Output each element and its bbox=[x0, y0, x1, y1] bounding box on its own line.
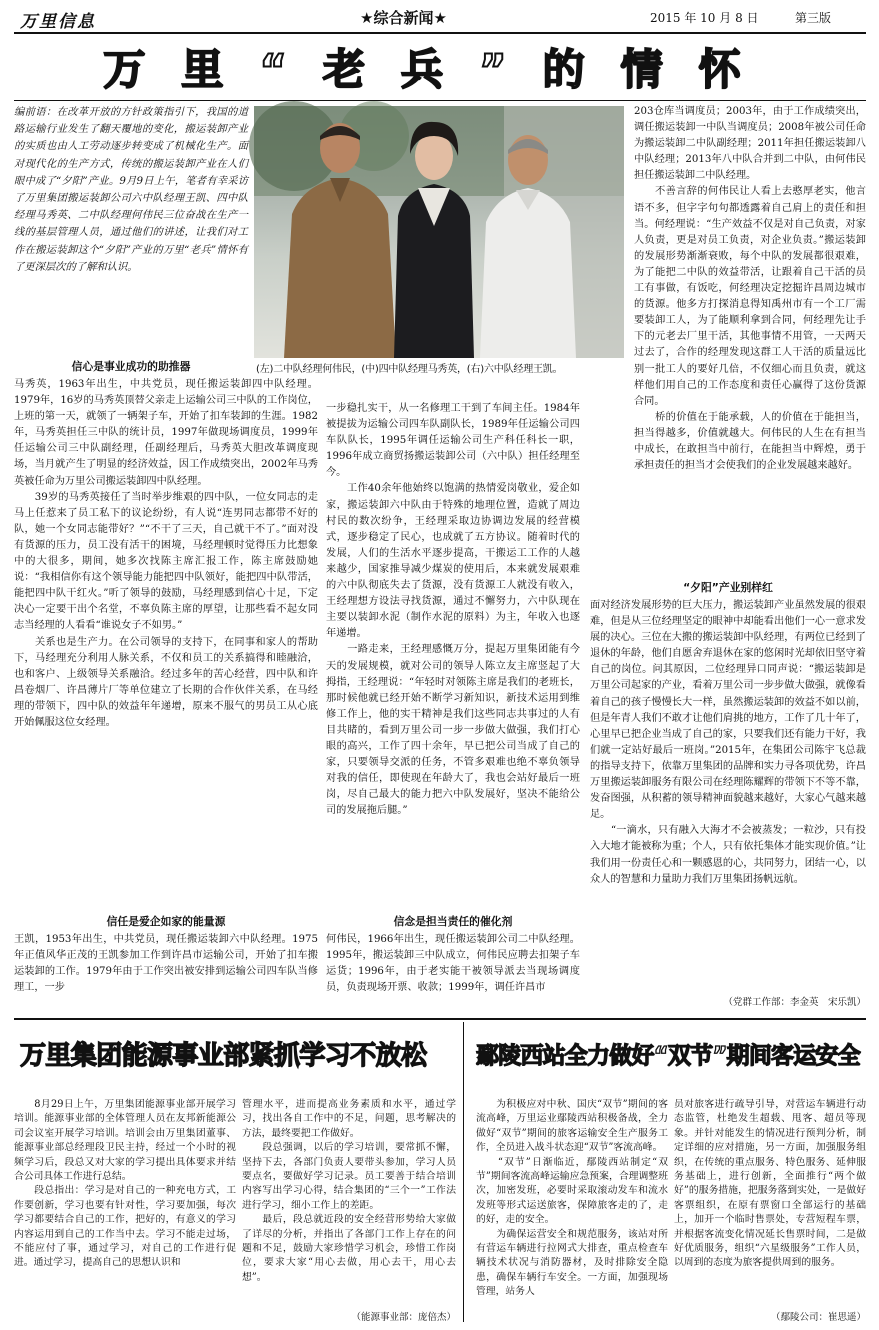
article2-byline: （能源事业部：庞倍杰） bbox=[351, 1312, 456, 1323]
main-article-col2-text1: 一步稳扎实干，从一名修理工干到了车间主任。1984年被提拔为运输公司四车队副队长，1989年任运输公司四车队队长，1995年调任运输公司生产科任科长一职，1996年成立商贸扬搬运装卸公司（六中队）担任经理至今。 工作40余年他始终以饱满的热情爱岗敬业，爱企如家，搬运装卸六中队由于特殊的地理位置，造就了周边村民的数次纷争，王经理采取边协调边发展的经营模式，逐步稳定了民心，也成就了五方协议。随着时代的发展，人们的生活水平逐步提高，干搬运工工作的人越来越少，国家推导减少煤炭的使用后，本来就发展艰难的六中队彻底失去了货源，没有货源工人就没有收入，王经理想方设法寻找货源，通过不懈努力，六中队现在主要以装卸水泥（制作水泥的原料）为主，年收入也逐年递增。 一路走来，王经理感慨万分，提起万里集团能有今天的发展规模，就对公司的领导人陈立友主席竖起了大拇指，王经理说：“年轻时对领陈主席是我们的老班长，那时候他就已经开始不断学习新知识，新技术运用到维修工作上，他的实干精神是我们这些同志共事过的人有目共睹的，看到万里公司一步一步做大做强，我们打心眼的高兴，工作了四十余年，早已把公司当成了自己的家，只要领导交派的任务，不管多艰难也绝不辜负领导对我的信任，即使现在年龄大了，我也会站好最后一班岗，尽自己最大的能力把六中队发展好，坚决不能给公司的发展拖后腿。” bbox=[326, 403, 580, 817]
issue-date: 2015 年 10 月 8 日 bbox=[650, 11, 759, 25]
subhead-trust: 信任是爱企如家的能量源 bbox=[106, 915, 226, 928]
article3-byline: （鄢陵公司：崔思遥） bbox=[770, 1312, 866, 1323]
bottom-section-rule bbox=[14, 1018, 866, 1020]
photo-illustration bbox=[254, 106, 624, 358]
article3-col1-text: 为积极应对中秋、国庆“双节”期间的客流高峰，万里运业鄢陵西站积极备战，全力做好“双节”期间的旅客运输安全生产服务工作，全员进入战斗状态迎“双节”客流高峰。 “双节”日渐临近，鄢陵西站制定“双节”期间客流高峰运输应急预案，合理调整班次，加密发班，必要时采取滚动发车和流水发班等形式运送旅客，保障旅客走的了，走的好，走的安全。 为确保运营安全和规范服务，该站对所有营运车辆进行拉网式大排查，重点检查车辆技术状况与消防器材，及时排除安全隐患，确保车辆行车安全。一方面，加强现场管理，站务人 bbox=[476, 1099, 668, 1298]
article3-headline: 鄢陵西站全力做好“双节”期间客运安全 bbox=[476, 1043, 860, 1069]
three-managers-photo bbox=[254, 106, 624, 358]
subhead-belief: 信念是担当责任的催化剂 bbox=[393, 915, 513, 928]
main-article-col2-text2: 何伟民，1966年出生，现任搬运装卸公司二中队经理。1995年，搬运装卸三中队成立，何伟民应聘去扣架子车运货；1996年，由于老实能干被领导派去当现场调度员，负责现场开票、收款；1999年，调任许昌市 bbox=[326, 934, 580, 994]
main-article-col3-text2: 面对经济发展形势的巨大压力，搬运装卸产业虽然发展的很艰难，但是从三位经理坚定的眼神中却能看出他们一心一意求发展的决心。三位在大搬的搬运装卸中队经理，有两位已经到了退休的年龄，他们自愿舍弃退休在家的悠闲时光却依旧坚守着自己的岗位。问其原因，二位经理异口同声说：“搬运装卸是万里公司起家的产业，看着万里公司一步步做大做强，就像看着自己的孩子慢慢长大一样，虽然搬运装卸的效益不如以前，但是年青人我们不敢才让他们肩挑的地方，工作了几十年了，心里早已把企业当成了自己的家，只要我们还有能力干好，我们就一定站好最后一班岗。”2015年，在集团公司陈宇飞总裁的指导支持下，依靠万里集团的品牌和实力寻各项优势，许昌万里搬运装卸服务有限公司在经理陈耀辉的带领下不等不靠，发奋图强，从积蓄的领导精神面貌越来越好，大家心气越来越足。 “一滴水，只有融入大海才不会被蒸发；一粒沙，只有投入大地才能被称为重；个人，只有依托集体才能实现价值。”让我们用一份责任心和一颗感恩的心，共同努力，团结一心，以众人的智慧和力量助力我们万里集团扬帆远航。 bbox=[590, 600, 866, 885]
article3-col2-text: 员对旅客进行疏导引导，对营运车辆进行动态监管，杜绝发生超载、甩客、超员等现象。并针对能发生的情况进行预判分析，制定详细的应对措施，另一方面，加强服务组织，在传统的重点服务、特色服务、延伸服务基础上，进行创新，全面推行“两个做好”的服务措施，把服务落到实处，一是做好客票组织，在原有票窗口全部运行的基础上，加开一个临时售票处，专营短程车票，并根据客流变化情况延长售票时间，二是做好优质服务，组织“六星级服务”工作人员，以周到的态度为旅客提供周到的服务。 bbox=[674, 1099, 866, 1269]
main-headline: 万里“老兵”的情怀 bbox=[103, 45, 777, 94]
paper-name: 万里信息 bbox=[20, 12, 96, 32]
page-number: 第三版 bbox=[795, 11, 832, 25]
bottom-column-divider bbox=[463, 1022, 464, 1322]
main-headline-rule bbox=[14, 100, 866, 101]
masthead bbox=[0, 0, 879, 36]
article2-col2-text: 管理水平，进而提高业务素质和水平，通过学习，找出各自工作中的不足，问题，思考解决的方法，最终要把工作做好。 段总强调，以后的学习培训，要常抓不懈，坚持下去，各部门负责人要带头参加，学习人员要点名，要做好学习记录。员工要善于结合培训内容写出学习心得，结合集团的“三个一”工作法进行学习，细小工作上的差距。 最后，段总就近段的安全经营形势给大家做了详尽的分析，并指出了各部门工作上存在的问题和不足，鼓励大家珍惜学习机会，珍惜工作岗位，要求大家“用心去做，用心去干，用心去想”。 bbox=[242, 1099, 456, 1283]
editor-note: 编前语：在改革开放的方针政策指引下，我国的道路运输行业发生了翻天覆地的变化，搬运装卸产业的实质也由人工劳动逐步转变成了机械化生产。面对现代化的生产方式，传统的搬运装卸产业在人们眼中成了“夕阳”产业。9月9日上午，笔者有幸采访了万里集团搬运装卸公司六中队经理王凯、四中队经理马秀英、二中队经理何伟民三位奋战在生产一线的基层管理人员，通过他们的讲述，让我们对工作在搬运装卸这个“夕阳”产业的万里“老兵”情怀有了更深层次的了解和认识。 bbox=[14, 106, 248, 273]
article2-col1-text: 8月29日上午，万里集团能源事业部开展学习培训。能源事业部的全体管理人员在友邦新能源公司会议室开展学习培训。培训会由万里集团董事、能源事业部总经理段卫民主持，经过一个小时的视频学习后，段总又对大家的学习提出具体要求并结合公司具体工作进行总结。 段总指出：学习是对自己的一种充电方式，工作要创新，学习也要有针对性，学习要加强，每次学习都要结合自己的工作，把好的，有意义的学习内容运用到自己的工作当中去。学习不能走过场，不能应付了事，通过学习，对自己的工作进行促进。通过学习，提高自己的思想认识和 bbox=[14, 1099, 236, 1269]
section-name: ★综合新闻★ bbox=[360, 9, 447, 27]
subhead-confidence: 信心是事业成功的助推器 bbox=[71, 360, 191, 373]
masthead-rule bbox=[14, 32, 866, 34]
subhead-sunset-industry: “夕阳”产业别样红 bbox=[683, 581, 773, 594]
article2-headline: 万里集团能源事业部紧抓学习不放松 bbox=[20, 1041, 427, 1071]
main-article-col1-text1: 马秀英，1963年出生，中共党员，现任搬运装卸四中队经理。1979年，16岁的马秀英顶替父亲走上运输公司三中队的工作岗位，上班的第一天，就领了一辆架子车，开始了扣车装卸的生涯。1982年，马秀英担任三中队的统计员，1997年做现场调度员，1999年任运输公司三中队副经理，任副经理后，马秀英大胆改革调度现场，当月就产生了明显的经济效益，因工作成绩突出，2002年马秀英被任命为万里公司搬运装卸四中队经理。 39岁的马秀英接任了当时举步维艰的四中队，一位女同志的走马上任惹来了员工私下的议论纷纷，有人说“连男同志都带不好的队，她一个女同志能带好？”“不干了三天，自己就干不了。”面对没有货源的压力，员工没有活干的困境，马经理顿时觉得压力比想象中的大很多，期间，她多次找陈主席汇报工作，陈主席鼓励她说：“我相信你有这个领导能力能把四中队领好，能把四中队带活，能把四中队干红火。”听了领导的鼓励，马经理感到信心十足，下定决心一定要干出个名堂，不辜负陈主席的厚望，让那些看不起女同志当经理的人看看“谁说女子不如男。” 关系也是生产力。在公司领导的支持下，在同事和家人的帮助下，马经理充分利用人脉关系，不仅和员工的关系搞得和睦融洽，也和客户、上级领导关系融洽。经过多年的苦心经营，四中队和许昌卷烟厂、许昌薄片厂等单位建立了长期的合作伙伴关系，在马经理的带领下，四中队的效益年年递增，原来不服气的男员工从心底开始佩服这位女经理。 bbox=[14, 379, 318, 728]
main-headline-box bbox=[14, 40, 866, 100]
main-article-col1-text2: 王凯，1953年出生，中共党员，现任搬运装卸六中队经理。1975年正值风华正茂的王凯参加工作到许昌市运输公司，开始了扣车搬运装卸的工作。1979年由于工作突出被安排到运输公司四车队当修理工，一步 bbox=[14, 934, 318, 994]
main-article-byline: （党群工作部：李金英 宋乐凯） bbox=[723, 997, 866, 1008]
photo-caption: (左)二中队经理何伟民，(中)四中队经理马秀英，(右)六中队经理王凯。 bbox=[256, 364, 563, 375]
main-article-col3-text1: 203仓库当调度员；2003年，由于工作成绩突出，调任搬运装卸一中队当调度员；2008年被公司任命为搬运装卸二中队副经理；2011年担任搬运装卸八中队经理；2013年八中队合并到二中队，由何伟民担任搬运装卸二中队经理。 不善言辞的何伟民让人看上去憨厚老实，他言语不多，但字字句句都透露着自己肩上的责任和担当。何经理说：“生产效益不仅是对自己负责，对家人负责，更是对员工负责，对企业负责。”搬运装卸的发展形势渐渐衰败，每个中队的发展都很艰难，为了能把二中队的效益带活，让跟着自己干活的员工有事做，有饭吃，何经理决定挖掘许昌周边城市的货源。他多方打探消息得知禹州市有一个工厂需要装卸工人，为了能顺利拿到合同，何经理先让手下的元老去厂里干活，其他事情不用管，一天两天过去了，合作的经理发现这群工人干活的质量远比别一批工人的要好几倍，不仅细心而且负责，就这样他们用自己的工作态度和责任心赢得了这份货源合同。 桥的价值在于能承载，人的价值在于能担当，担当得越多，价值就越大。何伟民的人生在有担当中成长，在敢担当中前行，在能担当中辉煌，勇于承担责任的担当才会使我们的企业发展越来越好。 bbox=[634, 106, 866, 472]
